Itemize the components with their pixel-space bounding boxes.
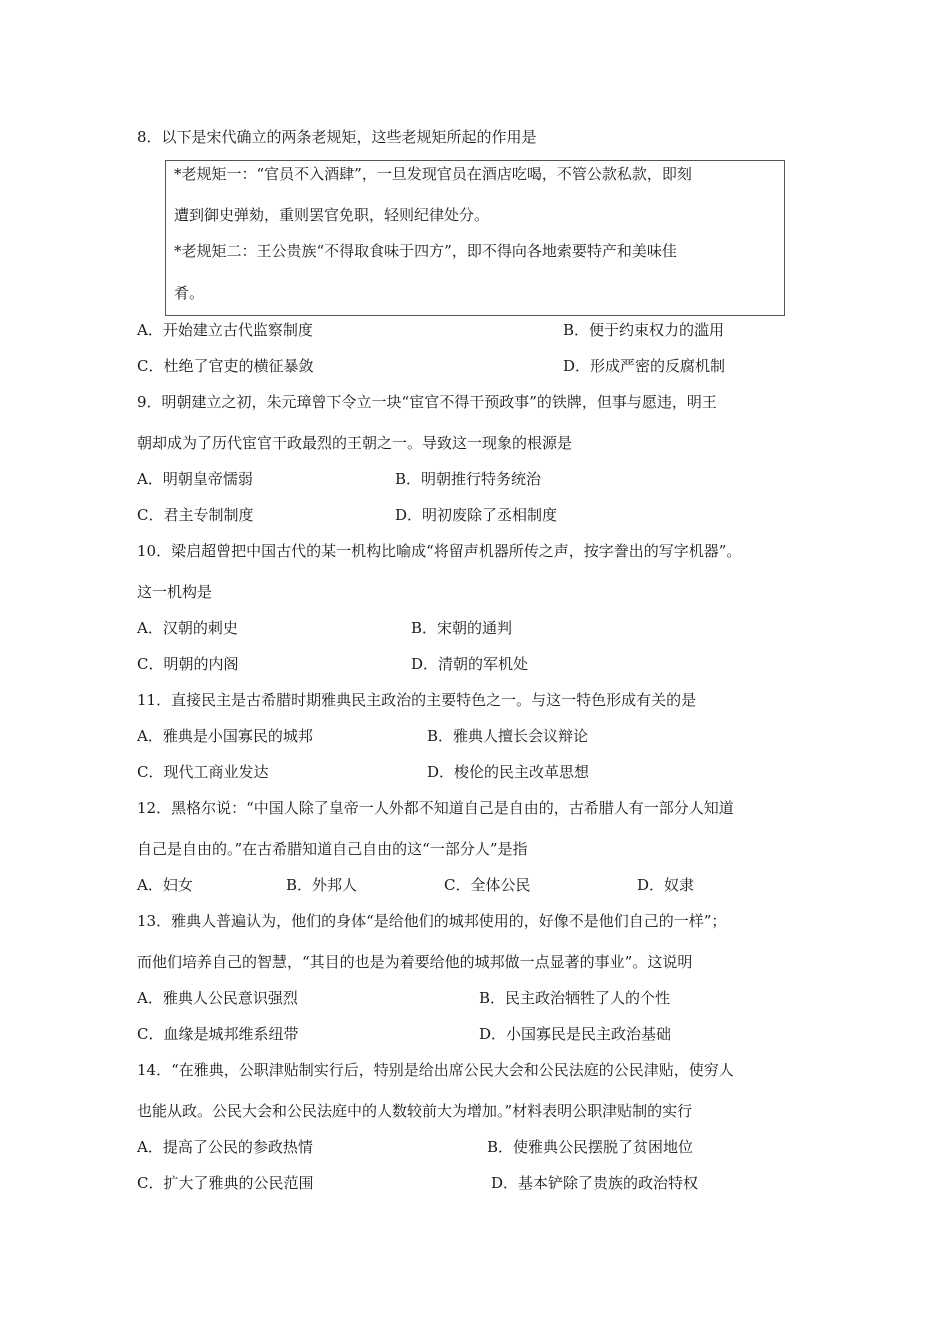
q13-option-c: C．血缘是城邦维系纽带 — [137, 1025, 299, 1043]
q13-option-d: D．小国寡民是民主政治基础 — [479, 1025, 672, 1043]
q8-box-line-2: 遭到御史弹劾，重则罢官免职，轻则纪律处分。 — [174, 206, 490, 224]
q12-option-a: A．妇女 — [137, 876, 193, 894]
q12-option-b: B．外邦人 — [286, 876, 358, 894]
q14-option-b: B．使雅典公民摆脱了贫困地位 — [487, 1138, 694, 1156]
q12-option-c: C．全体公民 — [444, 876, 531, 894]
q9-option-a: A．明朝皇帝懦弱 — [137, 470, 253, 488]
q11-option-c: C．现代工商业发达 — [137, 763, 269, 781]
q14-stem-line-2: 也能从政。公民大会和公民法庭中的人数较前大为增加。”材料表明公职津贴制的实行 — [137, 1102, 693, 1120]
q12-stem-line-2: 自己是自由的。”在古希腊知道自己自由的这“一部分人”是指 — [137, 840, 528, 858]
q8-option-c: C．杜绝了官吏的横征暴敛 — [137, 357, 314, 375]
q11-option-d: D．梭伦的民主改革思想 — [427, 763, 590, 781]
q13-stem-line-1: 13．雅典人普遍认为，他们的身体“是给他们的城邦使用的，好像不是他们自己的一样”； — [137, 912, 727, 930]
q12-option-d: D．奴隶 — [637, 876, 695, 894]
q11-option-a: A．雅典是小国寡民的城邦 — [137, 727, 313, 745]
q9-stem-line-2: 朝却成为了历代宦官干政最烈的王朝之一。导致这一现象的根源是 — [137, 434, 573, 452]
q8-stem: 8．以下是宋代确立的两条老规矩，这些老规矩所起的作用是 — [137, 128, 537, 146]
q14-stem-line-1: 14．“在雅典，公职津贴制实行后，特别是给出席公民大会和公民法庭的公民津贴，使穷人 — [137, 1061, 734, 1079]
q10-stem-line-1: 10．梁启超曾把中国古代的某一机构比喻成“将留声机器所传之声，按字誊出的写字机器”。 — [137, 542, 742, 560]
q9-option-d: D．明初废除了丞相制度 — [395, 506, 558, 524]
q8-option-a: A．开始建立古代监察制度 — [137, 321, 313, 339]
q13-option-a: A．雅典人公民意识强烈 — [137, 989, 298, 1007]
q10-option-b: B．宋朝的通判 — [411, 619, 513, 637]
q10-option-a: A．汉朝的刺史 — [137, 619, 238, 637]
q8-box-line-4: 肴。 — [174, 284, 205, 302]
q9-option-b: B．明朝推行特务统治 — [395, 470, 542, 488]
q8-box-line-3: *老规矩二：王公贵族“不得取食味于四方”，即不得向各地索要特产和美味佳 — [174, 242, 677, 260]
q9-stem-line-1: 9．明朝建立之初，朱元璋曾下令立一块“宦官不得干预政事”的铁牌，但事与愿违，明王 — [137, 393, 717, 411]
q8-option-b: B．便于约束权力的滥用 — [563, 321, 725, 339]
q11-option-b: B．雅典人擅长会议辩论 — [427, 727, 589, 745]
q9-option-c: C．君主专制制度 — [137, 506, 254, 524]
q8-option-d: D．形成严密的反腐机制 — [563, 357, 726, 375]
q14-option-c: C．扩大了雅典的公民范围 — [137, 1174, 314, 1192]
q12-stem-line-1: 12．黑格尔说：“中国人除了皇帝一人外都不知道自己是自由的，古希腊人有一部分人知道 — [137, 799, 734, 817]
q14-option-d: D．基本铲除了贵族的政治特权 — [491, 1174, 699, 1192]
q13-stem-line-2: 而他们培养自己的智慧，“其目的也是为着要给他的城邦做一点显著的事业”。这说明 — [137, 953, 693, 971]
q13-option-b: B．民主政治牺牲了人的个性 — [479, 989, 671, 1007]
q10-option-d: D．清朝的军机处 — [411, 655, 529, 673]
q8-box-line-1: *老规矩一：“官员不入酒肆”，一旦发现官员在酒店吃喝，不管公款私款，即刻 — [174, 165, 692, 183]
q14-option-a: A．提高了公民的参政热情 — [137, 1138, 313, 1156]
q11-stem: 11．直接民主是古希腊时期雅典民主政治的主要特色之一。与这一特色形成有关的是 — [137, 691, 697, 709]
q10-stem-line-2: 这一机构是 — [137, 583, 213, 601]
q10-option-c: C．明朝的内阁 — [137, 655, 239, 673]
